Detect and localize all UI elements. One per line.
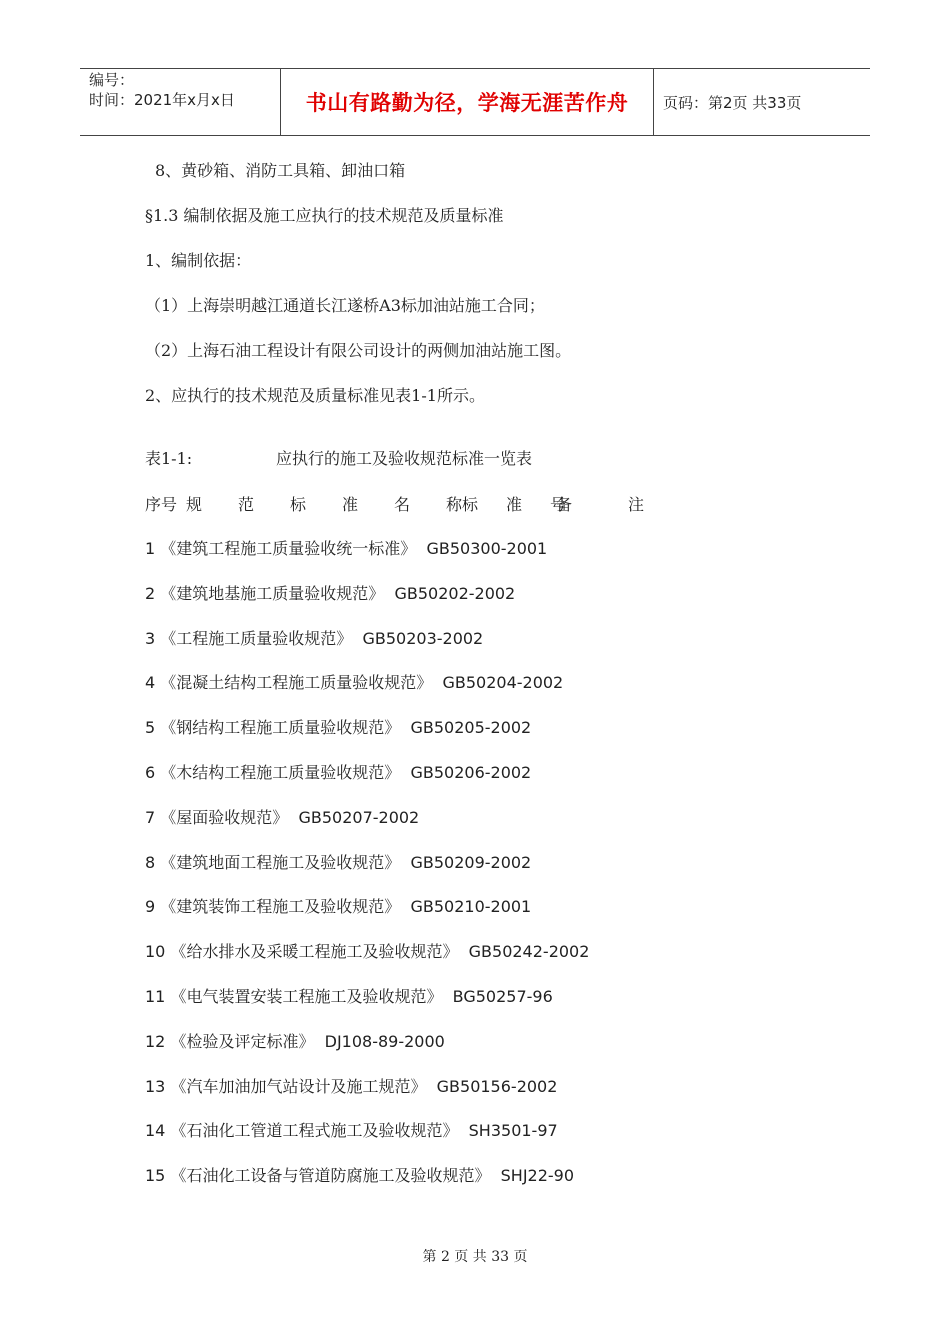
standard-name: 《建筑地基施工质量验收规范》 (160, 584, 385, 603)
table-title: 应执行的施工及验收规范标准一览表 (276, 449, 533, 468)
standard-row (145, 808, 419, 828)
standard-name: 《汽车加油加气站设计及施工规范》 (170, 1077, 427, 1096)
section-title: §1.3 编制依据及施工应执行的技术规范及质量标准 (145, 206, 504, 225)
standard-code: GB50202-2002 (394, 584, 516, 603)
document-date-label: 时间：2021年x月x日 (89, 91, 235, 109)
standard-number: 8 (145, 853, 156, 872)
document-code-label: 编号： (89, 71, 135, 89)
standard-code: GB50203-2002 (362, 629, 484, 648)
standard-number: 4 (145, 673, 156, 692)
standard-row (145, 942, 589, 962)
table-header-name: 规 范 标 准 名 称 (186, 495, 473, 514)
standard-number: 12 (145, 1032, 166, 1051)
standard-row (145, 853, 531, 873)
standard-number: 9 (145, 897, 156, 916)
basis-heading: 1、编制依据： (145, 251, 252, 270)
standard-row (145, 1032, 445, 1052)
standard-row (145, 1121, 558, 1141)
standard-name: 《建筑地面工程施工及验收规范》 (160, 853, 401, 872)
standard-code: GB50210-2001 (410, 897, 532, 916)
standard-number: 11 (145, 987, 166, 1006)
standard-number: 5 (145, 718, 156, 737)
standard-number: 10 (145, 942, 166, 961)
standard-code: DJ108-89-2000 (324, 1032, 445, 1051)
standard-code: GB50242-2002 (468, 942, 590, 961)
standard-name: 《屋面验收规范》 (160, 808, 289, 827)
standard-number: 13 (145, 1077, 166, 1096)
page-footer: 第 2 页 共 33 页 (422, 1249, 528, 1265)
standard-number: 14 (145, 1121, 166, 1140)
standard-number: 6 (145, 763, 156, 782)
standard-code: BG50257-96 (452, 987, 553, 1006)
table-header-remark: 备 注 (556, 495, 653, 514)
standard-row (145, 987, 553, 1007)
table-header-no: 序号 (145, 495, 178, 514)
standard-code: GB50205-2002 (410, 718, 532, 737)
standard-number: 15 (145, 1166, 166, 1185)
standard-row (145, 673, 563, 693)
standard-row (145, 763, 531, 783)
standard-name: 《建筑装饰工程施工及验收规范》 (160, 897, 401, 916)
standard-code: GB50300-2001 (426, 539, 548, 558)
standard-code: GB50206-2002 (410, 763, 532, 782)
basis-item-1: （1）上海崇明越江通道长江遂桥A3标加油站施工合同； (145, 296, 545, 315)
standard-number: 7 (145, 808, 156, 827)
standard-row (145, 718, 531, 738)
standard-name: 《建筑工程施工质量验收统一标准》 (160, 539, 417, 558)
standard-number: 2 (145, 584, 156, 603)
standard-row (145, 629, 483, 649)
standard-code: GB50207-2002 (298, 808, 420, 827)
standard-name: 《石油化工管道工程式施工及验收规范》 (170, 1121, 459, 1140)
header-page-number: 页码：第2页 共33页 (663, 93, 802, 112)
header-meta-cell (80, 69, 281, 135)
table-header-code: 标 准 号 (462, 495, 573, 514)
standard-name: 《检验及评定标准》 (170, 1032, 315, 1051)
standard-row (145, 897, 531, 917)
standard-code: GB50156-2002 (436, 1077, 558, 1096)
standard-code: SHJ22-90 (500, 1166, 575, 1185)
standard-name: 《电气装置安装工程施工及验收规范》 (170, 987, 443, 1006)
page-header (80, 68, 870, 136)
header-page-cell (654, 69, 870, 135)
table-label: 表1-1: (145, 449, 193, 468)
standard-name: 《工程施工质量验收规范》 (160, 629, 353, 648)
standards-intro: 2、应执行的技术规范及质量标准见表1-1所示。 (145, 386, 485, 405)
standard-code: GB50204-2002 (442, 673, 564, 692)
standard-row (145, 584, 515, 604)
item-8-text: 8、黄砂箱、消防工具箱、卸油口箱 (155, 161, 406, 180)
basis-item-2: （2）上海石油工程设计有限公司设计的两侧加油站施工图。 (145, 341, 572, 360)
header-motto: 书山有路勤为径，学海无涯苦作舟 (305, 91, 629, 115)
standard-name: 《木结构工程施工质量验收规范》 (160, 763, 401, 782)
standard-number: 3 (145, 629, 156, 648)
standard-name: 《混凝土结构工程施工质量验收规范》 (160, 673, 433, 692)
standard-code: GB50209-2002 (410, 853, 532, 872)
standard-code: SH3501-97 (468, 1121, 558, 1140)
header-motto-cell (281, 69, 654, 135)
standard-name: 《给水排水及采暖工程施工及验收规范》 (170, 942, 459, 961)
standard-name: 《钢结构工程施工质量验收规范》 (160, 718, 401, 737)
standard-number: 1 (145, 539, 156, 558)
standard-row (145, 1077, 557, 1097)
standard-name: 《石油化工设备与管道防腐施工及验收规范》 (170, 1166, 491, 1185)
standard-row (145, 539, 547, 559)
standard-row (145, 1166, 574, 1186)
